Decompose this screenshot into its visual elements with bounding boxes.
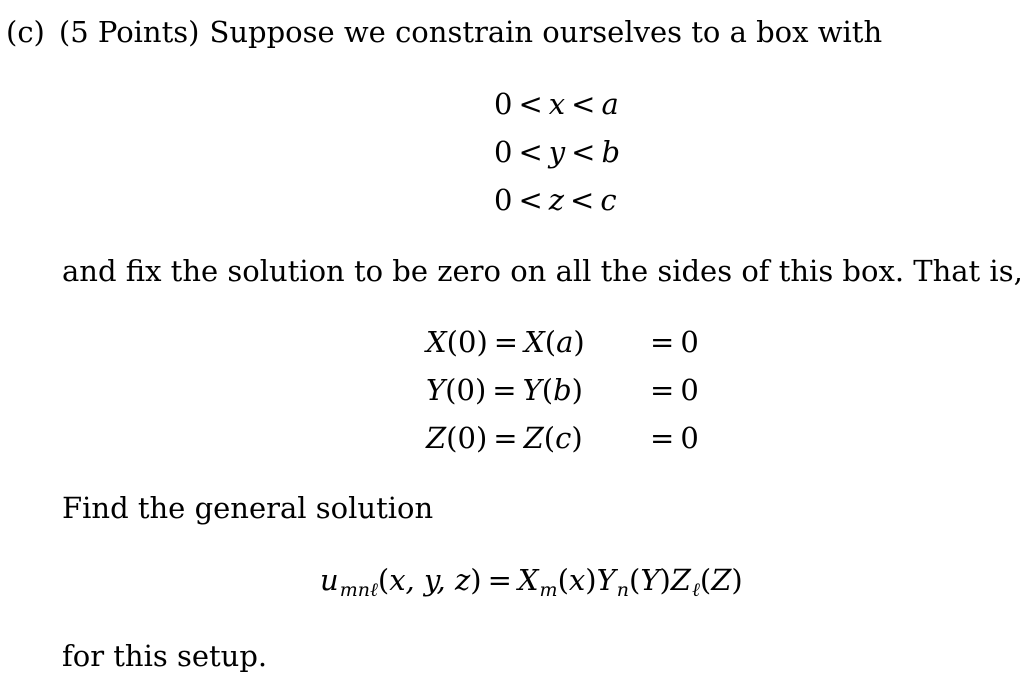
general-solution-equation: $u_{mn\ell}(x$, y, $z) = X_m(x)Y_n(Y)Z_\ell(Z)$ [320,563,743,601]
paragraph-for-this-setup: for this setup. [62,639,268,673]
inequality-x: 0 < x < a [494,87,619,121]
problem-header [6,15,883,49]
part-label: (c) [6,15,45,49]
boundary-condition-y-rhs: = 0 [650,373,699,407]
boundary-condition-y: Y(0) = Y(b) [426,373,583,407]
boundary-condition-x: X(0) = X(a) [426,325,585,359]
paragraph-find-solution: Find the general solution [62,491,434,525]
paragraph-fix-solution: and fix the solution to be zero on all the sides of this box. That is, [62,254,1023,288]
inequality-y: 0 < y < b [494,135,621,169]
boundary-condition-z: Z(0) = Z(c) [426,421,583,455]
boundary-condition-z-rhs: = 0 [650,421,699,455]
points-label: (5 Points) [58,15,200,49]
header-text: Suppose we constrain ourselves to a box with [209,15,883,49]
inequality-z: 0 < z < c [494,183,617,217]
boundary-condition-x-rhs: = 0 [650,325,699,359]
